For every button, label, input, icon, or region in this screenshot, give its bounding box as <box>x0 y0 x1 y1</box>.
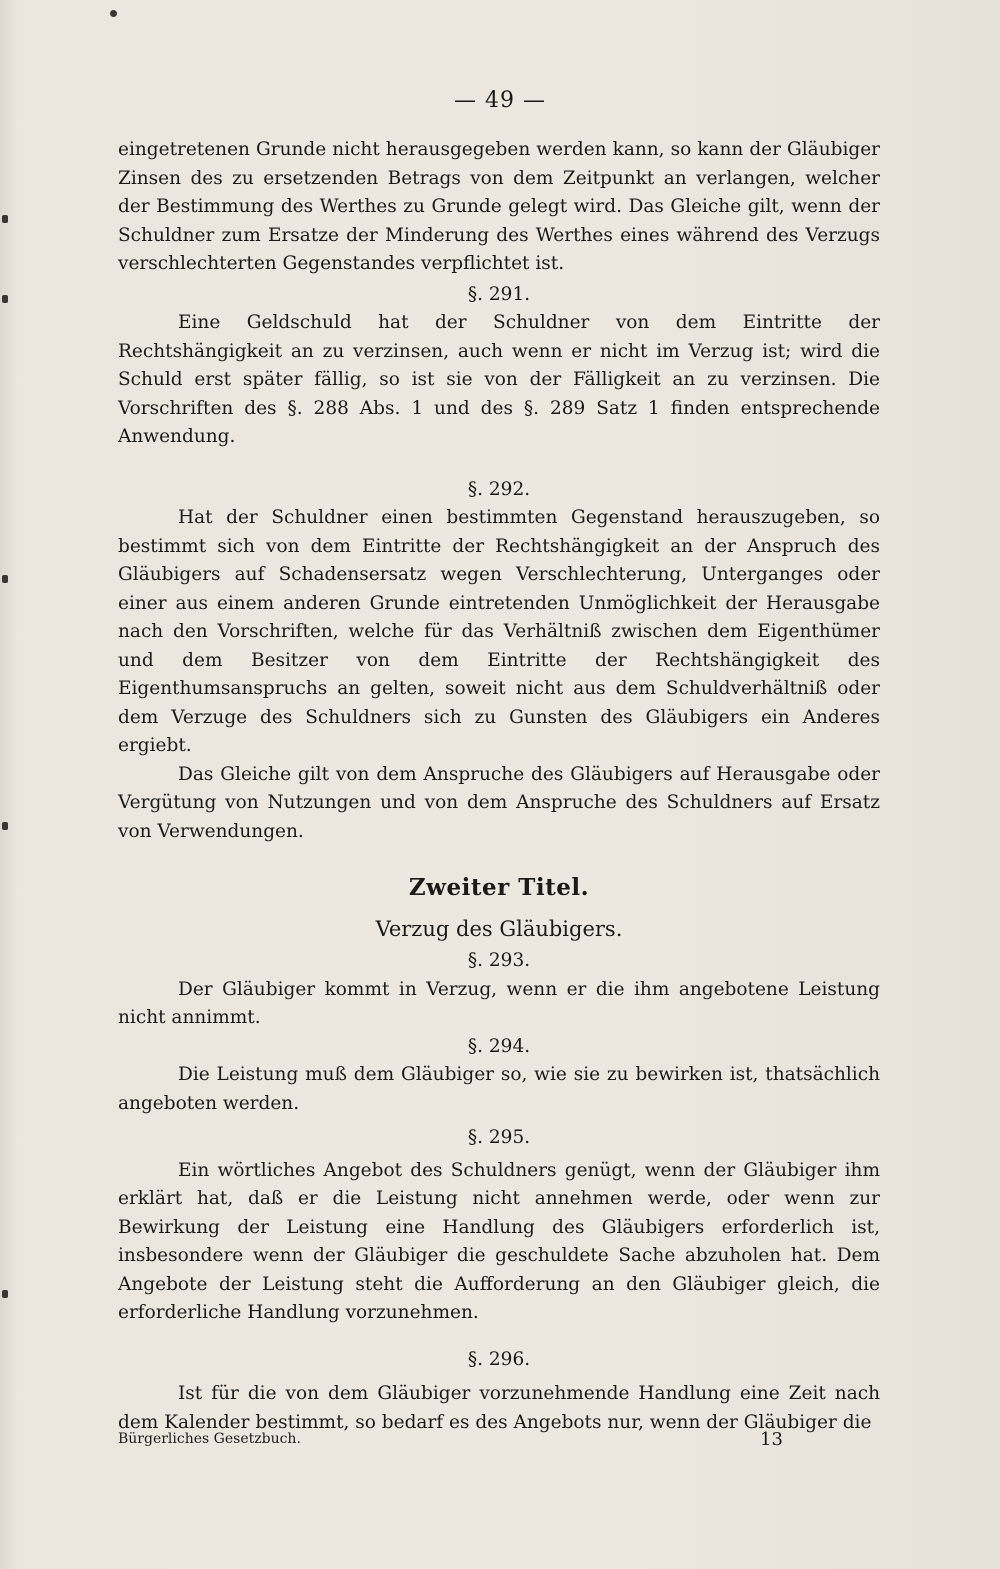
page-number: — 49 — <box>454 88 546 113</box>
title-heading: Zweiter Titel. <box>408 874 590 901</box>
section-heading-291: §. 291. <box>467 283 531 305</box>
binding-hole-mark <box>2 575 8 583</box>
footer-book-title: Bürgerliches Gesetzbuch. <box>118 1431 301 1447</box>
paragraph-continued: eingetretenen Grunde nicht herausgegeben werden kann, so kann der Gläubiger Zinsen des zu ersetzenden Betrags von dem Zeitpunkt an verlangen, welcher der Bestimmung des Werthes zu Grunde gelegt wird. Das Gleiche gilt, wenn der Schuldner zum Ersatze der Minderung des Werthes eines während des Verzugs verschlechterten Gegenstandes verpflichtet ist. <box>118 139 880 274</box>
ink-spot <box>110 10 117 17</box>
paragraph-291: Eine Geldschuld hat der Schuldner von dem Eintritte der Rechtshängigkeit an zu verzinsen, auch wenn er nicht im Verzug ist; wird die Schuld erst später fällig, so ist sie von der Fälligkeit an zu verzinsen. Die Vorschriften des §. 288 Abs. 1 und des §. 289 Satz 1 finden entsprechende Anwendung. <box>118 312 880 447</box>
binding-hole-mark <box>2 295 8 303</box>
binding-hole-mark <box>2 822 8 830</box>
paragraph-294: Die Leistung muß dem Gläubiger so, wie sie zu bewirken ist, thatsächlich angeboten werden. <box>118 1064 880 1114</box>
section-heading-294: §. 294. <box>467 1035 531 1057</box>
section-heading-296: §. 296. <box>467 1348 531 1370</box>
section-heading-295: §. 295. <box>467 1127 531 1148</box>
binding-hole-mark <box>2 1290 8 1298</box>
binding-hole-mark <box>2 215 8 223</box>
paragraph-293: Der Gläubiger kommt in Verzug, wenn er die ihm angebotene Leistung nicht annimmt. <box>118 978 880 1028</box>
paragraph-296: Ist für die von dem Gläubiger vorzunehmende Handlung eine Zeit nach dem Kalender bestimmt, so bedarf es des Angebots nur, wenn der Gläubiger die <box>118 1383 880 1433</box>
section-heading-292: §. 292. <box>467 478 531 500</box>
body-text <box>118 136 880 1437</box>
paragraph-292-1: Hat der Schuldner einen bestimmten Gegenstand herauszugeben, so bestimmt sich von dem Eintritte der Rechtshängigkeit an der Anspruch des Gläubigers auf Schadensersatz wegen Verschlechterung, Unterganges oder einer aus einem anderen Grunde eintretenden Unmöglichkeit der Herausgabe nach den Vorschriften, welche für das Verhältniß zwischen dem Eigenthümer und dem Besitzer von dem Eintritte der Rechtshängigkeit des Eigenthumsanspruchs an gelten, soweit nicht aus dem Schuldverhältniß oder dem Verzuge des Schuldners sich zu Gunsten des Gläubigers ein Anderes ergiebt. <box>118 507 880 756</box>
footer-signature: 13 <box>760 1429 783 1450</box>
section-heading-293: §. 293. <box>467 950 531 971</box>
subtitle-heading: Verzug des Gläubigers. <box>375 916 623 941</box>
paragraph-292-2: Das Gleiche gilt von dem Anspruche des Gläubigers auf Herausgabe oder Vergütung von Nutzungen und von dem Anspruche des Schuldners auf Ersatz von Verwendungen. <box>118 763 880 842</box>
paragraph-295: Ein wörtliches Angebot des Schuldners genügt, wenn der Gläubiger ihm erklärt hat, daß er die Leistung nicht annehmen werde, oder wenn zur Bewirkung der Leistung eine Handlung des Gläubigers erforderlich ist, insbesondere wenn der Gläubiger die geschuldete Sache abzuholen hat. Dem Angebote der Leistung steht die Aufforderung an den Gläubiger gleich, die erforderliche Handlung vorzunehmen. <box>118 1159 880 1323</box>
